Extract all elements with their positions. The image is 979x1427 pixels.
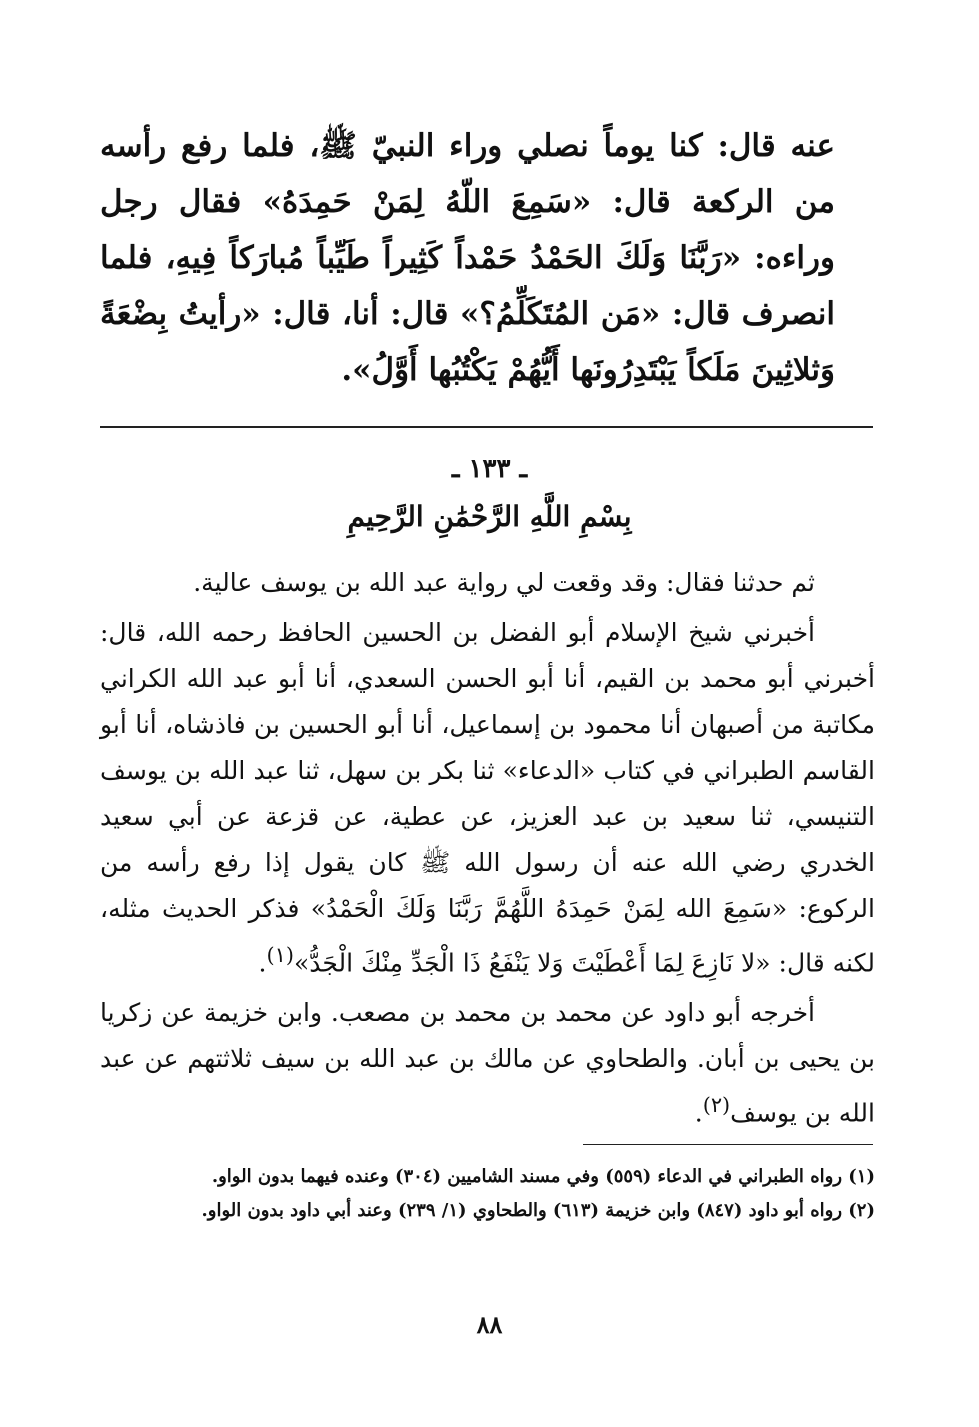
section-divider xyxy=(100,426,873,428)
footnote-ref-1: (١) xyxy=(266,943,294,967)
paragraph-takhrij: أخرجه أبو داود عن محمد بن محمد بن مصعب. وابن خزيمة عن زكريا بن يحيى بن أبان. والطحاوي عن مالك بن عبد الله بن سيف ثلاثتهم عن عبد الله بن يوسف$^{(٢)}$. xyxy=(100,998,875,1128)
footnote-1: (١) رواه الطبراني في الدعاء (٥٥٩) وفي مسند الشاميين (٣٠٤) وعنده فيهما بدون الواو. xyxy=(211,1166,875,1187)
footnote-ref-2: (٢) xyxy=(702,1093,731,1118)
paragraph-intro: ثم حدثنا فقال: وقد وقعت لي رواية عبد الله بن يوسف عالية. xyxy=(193,568,815,597)
footnote-2: (٢) رواه أبو داود (٨٤٧) وابن خزيمة (٦١٣) والطحاوي (١/ ٢٣٩) وعند أبي داود بدون الواو. xyxy=(201,1200,875,1221)
hadith-number: ـ ١٣٣ ـ xyxy=(451,454,528,484)
footnote-separator xyxy=(583,1144,873,1145)
continued-paragraph-text: عنه قال: كنا يوماً نصلي وراء النبيّ ﷺ، فلما رفع رأسه من الركعة قال: «سَمِعَ اللّهُ لِمَنْ حَمِدَهُ» فقال رجل وراءه: «رَبَّنَا وَلَكَ الحَمْدُ حَمْداً كَثِيراً طَيِّباً مُبارَكاً فِيهِ، فلما انصرف قال: «مَن المُتَكَلِّمُ؟» قال: أنا، قال: «رأيتُ بِضْعَةً وَثلاثِينَ مَلَكاً يَبْتَدِرُونَها أَيُّهُمْ يَكْتُبُها أَوَّلُ». xyxy=(100,128,835,388)
continued-paragraph xyxy=(100,118,835,398)
main-text xyxy=(100,560,875,1137)
page-number: ٨٨ xyxy=(476,1310,503,1339)
footnotes xyxy=(100,1160,875,1228)
basmala-heading: بِسْمِ اللَّهِ الرَّحْمَٰنِ الرَّحِيمِ xyxy=(347,500,632,533)
paragraph-isnad: أخبرني شيخ الإسلام أبو الفضل بن الحسين الحافظ رحمه الله، قال: أخبرني أبو محمد بن القيم، أنا أبو الحسن السعدي، أنا أبو عبد الله الكراني مكاتبة من أصبهان أنا محمود بن إسماعيل، أنا أبو الحسين بن فاذشاه، أنا أبو القاسم الطبراني في كتاب «الدعاء» ثنا بكر بن سهل، ثنا عبد الله بن يوسف التنيسي، ثنا سعيد بن عبد العزيز، عن عطية، عن قزعة عن أبي سعيد الخدري رضي الله عنه أن رسول الله ﷺ كان يقول إذا رفع رأسه من الركوع: «سَمِعَ الله لِمَنْ حَمِدَهُ اللَّهُمَّ رَبَّنَا وَلَكَ الْحَمْدُ» فذكر الحديث مثله، لكنه قال: «لا نَازِعَ لِمَا أَعْطَيْتَ وَلا يَنْفَعُ ذَا الْجَدِّ مِنْكَ الْجَدُّ»$^{(١)}$. xyxy=(100,618,875,978)
paragraph-takhrij-text: أخرجه أبو داود عن محمد بن محمد بن مصعب. وابن خزيمة عن زكريا بن يحيى بن أبان. والطحاوي عن مالك بن عبد الله بن سيف ثلاثتهم عن عبد الله بن يوسف xyxy=(100,998,875,1128)
paragraph-isnad-text: أخبرني شيخ الإسلام أبو الفضل بن الحسين الحافظ رحمه الله، قال: أخبرني أبو محمد بن القيم، أنا أبو الحسن السعدي، أنا أبو عبد الله الكراني مكاتبة من أصبهان أنا محمود بن إسماعيل، أنا أبو الحسين بن فاذشاه، أنا أبو القاسم الطبراني في كتاب «الدعاء» ثنا بكر بن سهل، ثنا عبد الله بن يوسف التنيسي، ثنا سعيد بن عبد العزيز، عن عطية، عن قزعة عن أبي سعيد الخدري رضي الله عنه أن رسول الله ﷺ كان يقول إذا رفع رأسه من الركوع: «سَمِعَ الله لِمَنْ حَمِدَهُ اللَّهُمَّ رَبَّنَا وَلَكَ الْحَمْدُ» فذكر الحديث مثله، لكنه قال: «لا نَازِعَ لِمَا أَعْطَيْتَ وَلا يَنْفَعُ ذَا الْجَدِّ مِنْكَ الْجَدُّ» xyxy=(100,618,875,978)
